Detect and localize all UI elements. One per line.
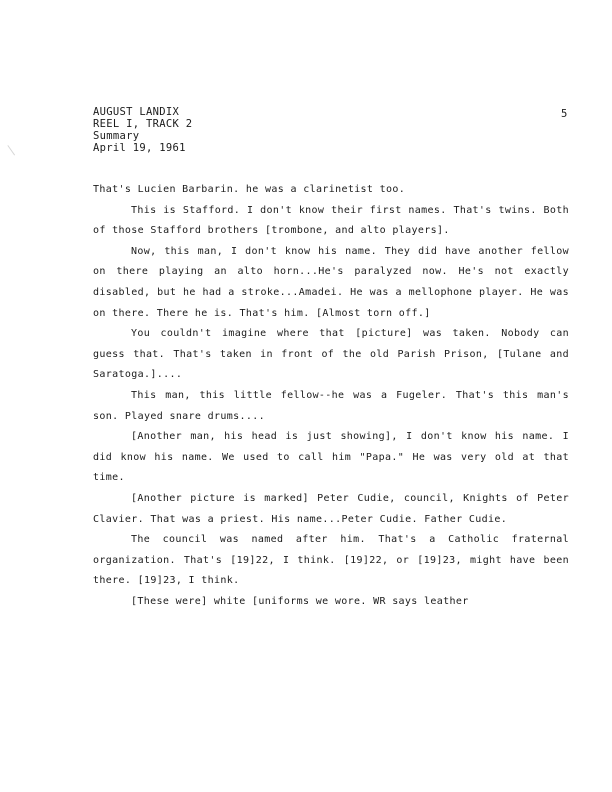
transcript-paragraph: This is Stafford. I don't know their first names. That's twins. Both of those Stafford brothers [trombone, and alto players]. [93, 204, 569, 237]
transcript-body [93, 180, 569, 612]
header-summary-label: Summary [93, 130, 140, 142]
transcript-paragraph: That's Lucien Barbarin. he was a clarinetist too. [93, 184, 406, 195]
transcript-paragraph: This man, this little fellow--he was a Fugeler. That's this man's son. Played snare drums.... [93, 389, 569, 422]
document-header [93, 106, 192, 154]
transcript-paragraph: Now, this man, I don't know his name. They did have another fellow on there playing an alto horn...He's paralyzed now. He's not exactly disabled, but he had a stroke...Amadei. He was a mellophone player. He was on there. There he is. That's him. [Almost torn off.] [93, 245, 569, 319]
header-date: April 19, 1961 [93, 142, 186, 154]
header-reel-track: REEL I, TRACK 2 [93, 118, 193, 130]
transcript-paragraph: [These were] white [uniforms we wore. WR says leather [131, 595, 469, 607]
transcript-paragraph: You couldn't imagine where that [picture] was taken. Nobody can guess that. That's taken in front of the old Parish Prison, [Tulane and Saratoga.].... [93, 328, 569, 381]
header-interviewee-name: AUGUST LANDIX [93, 106, 180, 118]
transcript-paragraph: The council was named after him. That's a Catholic fraternal organization. That's [19]22, I think. [19]22, or [19]23, might have been there. [19]23, I think. [93, 534, 569, 587]
transcript-paragraph: [Another picture is marked] Peter Cudie, council, Knights of Peter Clavier. That was a priest. His name...Peter Cudie. Father Cudie. [93, 492, 569, 525]
page-number: 5 [561, 108, 568, 120]
margin-smudge [7, 141, 21, 156]
transcript-paragraph: [Another man, his head is just showing], I don't know his name. I did know his name. We used to call him "Papa." He was very old at that time. [93, 431, 569, 484]
